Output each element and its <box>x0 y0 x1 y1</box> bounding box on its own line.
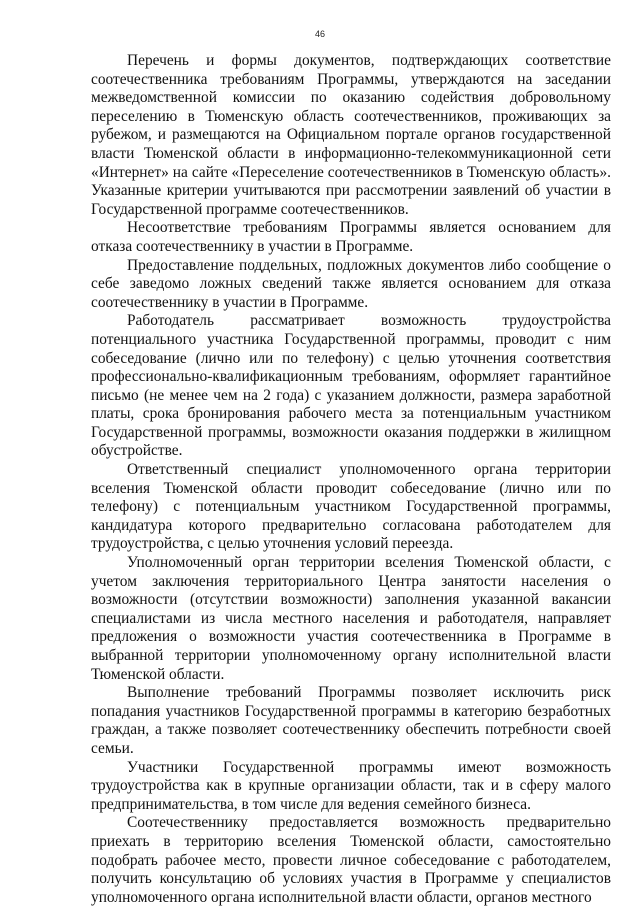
paragraph: Предоставление поддельных, подложных документов либо сообщение о себе заведомо ложных сведений также является основанием для отказа соотечественнику в участии в Программе. <box>91 256 611 311</box>
paragraph: Выполнение требований Программы позволяет исключить риск попадания участников Государственной программы в категорию безработных граждан, а также позволяет соотечественнику обеспечить потребности своей семьи. <box>91 684 611 757</box>
document-body <box>91 52 611 907</box>
paragraph: Несоответствие требованиям Программы является основанием для отказа соотечественнику в участии в Программе. <box>91 219 611 255</box>
paragraph: Перечень и формы документов, подтверждающих соответствие соотечественника требованиям Программы, утверждаются на заседании межведомственной комиссии по оказанию содействия добровольному переселению в Тюменскую область соотечественников, проживающих за рубежом, и размещаются на Официальном портале органов государственной власти Тюменской области в информационно-телекоммуникационной сети «Интернет» на сайте «Переселение соотечественников в Тюменскую область». Указанные критерии учитываются при рассмотрении заявлений об участии в Государственной программе соотечественников. <box>91 52 611 218</box>
paragraph: Участники Государственной программы имеют возможность трудоустройства как в крупные организации области, так и в сферу малого предпринимательства, в том числе для ведения семейного бизнеса. <box>91 758 611 813</box>
paragraph: Работодатель рассматривает возможность трудоустройства потенциального участника Государственной программы, проводит с ним собеседование (лично или по телефону) с целью уточнения соответствия профессионально-квалификационным требованиям, оформляет гарантийное письмо (не менее чем на 2 года) с указанием должности, размера заработной платы, срока бронирования рабочего места за потенциальным участником Государственной программы, возможности оказания поддержки в жилищном обустройстве. <box>91 312 611 460</box>
paragraph: Ответственный специалист уполномоченного органа территории вселения Тюменской области проводит собеседование (лично или по телефону) с потенциальным участником Государственной программы, кандидатура которого предварительно согласована работодателем для трудоустройства, с целью уточнения условий переезда. <box>91 461 611 553</box>
paragraph: Соотечественнику предоставляется возможность предварительно приехать в территорию вселения Тюменской области, самостоятельно подобрать рабочее место, провести личное собеседование с работодателем, получить консультацию об условиях участия в Программе у специалистов уполномоченного органа исполнительной власти области, органов местного <box>91 814 611 906</box>
paragraph: Уполномоченный орган территории вселения Тюменской области, с учетом заключения территориального Центра занятости населения о возможности (отсутствии возможности) заполнения указанной вакансии специалистами из числа местного населения и работодателя, направляет предложения о возможности участия соотечественника в Программе в выбранной территории уполномоченному органу исполнительной власти Тюменской области. <box>91 554 611 683</box>
page-number: 46 <box>314 29 325 39</box>
